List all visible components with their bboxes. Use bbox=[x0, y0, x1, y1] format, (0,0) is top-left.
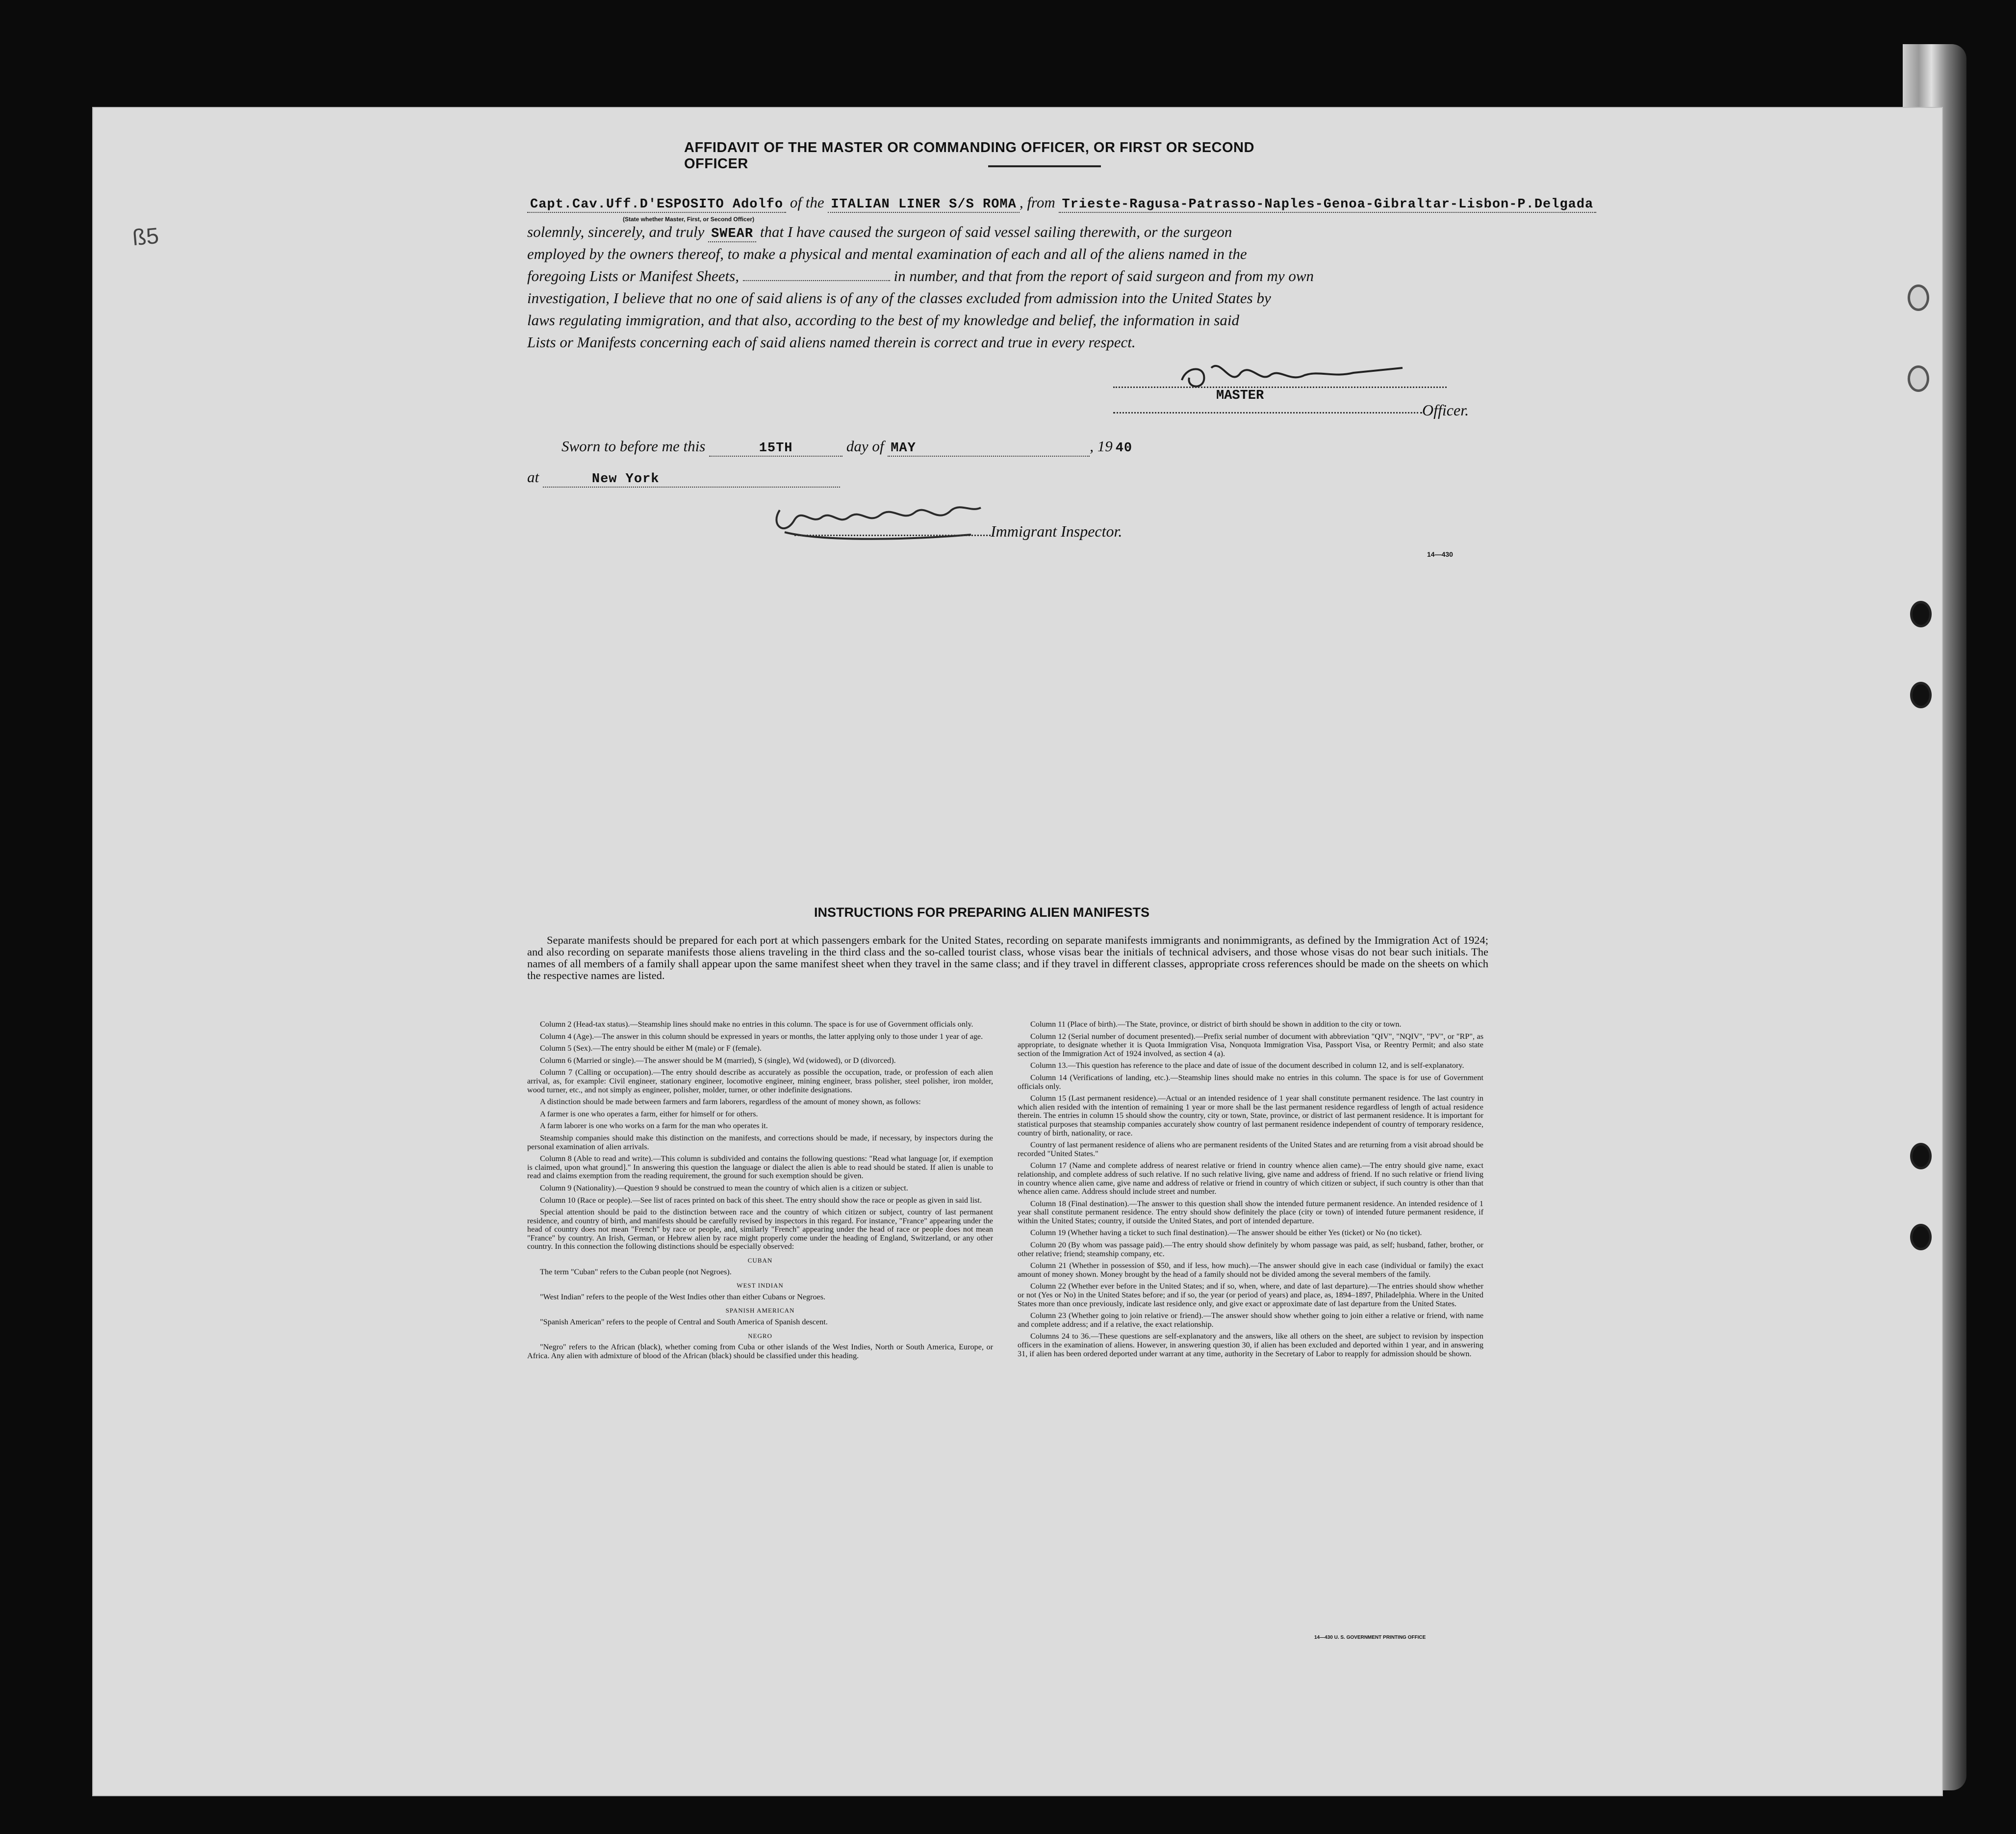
instruction-paragraph: Country of last permanent residence of aliens who are permanent residents of the United States and are returning from a visit abroad should be recorded "United States." bbox=[1018, 1140, 1483, 1158]
officer-label: Officer. bbox=[1422, 401, 1469, 419]
instruction-paragraph: Column 18 (Final destination).—The answer to this question shall show the intended future permanent residence. An intended residence of 1 year shall constitute permanent residence. The entry should show definitely the place (city or town) of intended future permanent residence, if within the United States; country, if outside the United States, and port of intended departure. bbox=[1018, 1199, 1483, 1225]
count-blank bbox=[743, 280, 890, 281]
sworn-place: New York bbox=[543, 472, 840, 488]
punch-hole bbox=[1910, 601, 1932, 627]
inspector-signature bbox=[765, 491, 991, 553]
place-line bbox=[527, 468, 1753, 488]
heading-west-indian: WEST INDIAN bbox=[737, 1282, 784, 1290]
instruction-paragraph: "Spanish American" refers to the people of Central and South America of Spanish descent. bbox=[540, 1317, 828, 1327]
master-signature-line bbox=[1113, 387, 1447, 388]
instruction-paragraph: A farmer is one who operates a farm, either for himself or for others. bbox=[540, 1109, 758, 1118]
instruction-paragraph: Column 22 (Whether ever before in the United States; and if so, when, where, and date of last departure).—The entries should show whether or not (Yes or No) in the United States before; and if so, the year (or period of years) and place, as, 1894–1897, Philadelphia. Where in the United States more than once previously, indicate last residence only, and give exact or approximate date of last departure from the United States. bbox=[1018, 1282, 1483, 1308]
line4-post: in number, and that from the report of said surgeon and from my own bbox=[893, 267, 1314, 284]
form-number: 14—430 bbox=[1427, 550, 1453, 558]
officer-name: Capt.Cav.Uff.D'ESPOSITO Adolfo bbox=[527, 197, 786, 213]
year-prefix: , 19 bbox=[1090, 438, 1113, 455]
instructions-left-column bbox=[527, 1020, 993, 1364]
instruction-paragraph: Column 19 (Whether having a ticket to such final destination).—The answer should be either Yes (ticket) or No (no ticket). bbox=[1030, 1228, 1422, 1238]
oath-value: SWEAR bbox=[708, 227, 756, 242]
from-label: , from bbox=[1019, 194, 1055, 211]
instruction-paragraph: Column 13.—This question has reference to the place and date of issue of the document described in column 12, and is self-explanatory. bbox=[1030, 1061, 1464, 1070]
sworn-line bbox=[561, 438, 1787, 457]
instruction-paragraph: Column 7 (Calling or occupation).—The entry should describe as accurately as possible the occupation, trade, or profession of each alien arrival, as, for example: Civil engineer, stationary engineer, locomotive engineer, mining engineer, brass polisher, steel polisher, iron molder, wood turner, etc., and not simply as engineer, polisher, molder, turner, or other indefinite designations. bbox=[527, 1068, 993, 1094]
instruction-paragraph: Column 11 (Place of birth).—The State, province, or district of birth should be shown in addition to the city or town. bbox=[1030, 1020, 1402, 1029]
instruction-paragraph: Steamship companies should make this distinction on the manifests, and corrections should be made, if necessary, by inspectors during the personal examination of alien arrivals. bbox=[527, 1133, 993, 1151]
instructions-intro: Separate manifests should be prepared for each port at which passengers embark for the United States, recording on separate manifests immigrants and nonimmigrants, as defined by the Immigration Act of 1924; and also recording on separate manifests those aliens traveling in the third class and the so-called tourist class, whose visas bear the initials of technical advisers, and those whose visas do not bear such initials. The names of all members of a family shall appear upon the same manifest sheet when they travel in the same class; and if they travel in different classes, appropriate cross references should be made on the sheets on which the respective names are listed. bbox=[527, 934, 1488, 982]
at-label: at bbox=[527, 468, 539, 486]
heading-cuban: CUBAN bbox=[747, 1257, 773, 1265]
instruction-paragraph: Column 15 (Last permanent residence).—Actual or an intended residence of 1 year shall constitute permanent residence. The last country in which alien resided with the intention of remaining 1 year or more shall be the last permanent residence regardless of length of actual residence therein. The entries in column 15 should show the country, city or town, State, province, or district of last permanent residence. It is important for statistical purposes that steamship companies accurately show country of last permanent residence independent of country of temporary residence, country of birth, nationality, or race. bbox=[1018, 1094, 1483, 1137]
instruction-paragraph: Column 12 (Serial number of document presented).—Prefix serial number of document with abbreviation "QIV", "NQIV", "PV", or "RP", as appropriate, to designate whether it is Quota Immigration Visa, Nonquota Immigration Visa, Passport Visa, or Reentry Permit; and also state section of the Immigration Act of 1924 involved, as section 4 (a). bbox=[1018, 1032, 1483, 1058]
instruction-paragraph: Column 5 (Sex).—The entry should be either M (male) or F (female). bbox=[540, 1044, 762, 1053]
affidavit-line-5: investigation, I believe that no one of said aliens is of any of the classes excluded from admission into the United States by bbox=[527, 289, 1271, 307]
instruction-paragraph: Column 4 (Age).—The answer in this column should be expressed in years or months, the latter applying only to those under 1 year of age. bbox=[540, 1032, 983, 1041]
signer-title: MASTER bbox=[1216, 388, 1264, 403]
heading-negro: NEGRO bbox=[748, 1332, 772, 1340]
instructions-right-column bbox=[1018, 1020, 1483, 1362]
affidavit-line-1 bbox=[527, 194, 1753, 212]
line2-pre: solemnly, sincerely, and truly bbox=[527, 223, 705, 240]
inspector-line bbox=[794, 535, 991, 536]
heading-spanish-american: SPANISH AMERICAN bbox=[725, 1307, 795, 1315]
affidavit-line-2 bbox=[527, 223, 1753, 241]
instruction-paragraph: A distinction should be made between farmers and farm laborers, regardless of the amount of money shown, as follows: bbox=[540, 1097, 921, 1107]
affidavit-line-7: Lists or Manifests concerning each of said aliens named therein is correct and true in every respect. bbox=[527, 334, 1136, 351]
margin-mark: ß5 bbox=[131, 222, 160, 251]
instruction-paragraph: Column 21 (Whether in possession of $50, and if less, how much).—The answer should give in each case (individual or family) the exact amount of money shown. Money brought by the head of a family should not be divided among the several members of the family. bbox=[1018, 1261, 1483, 1279]
instruction-paragraph: "Negro" refers to the African (black), whether coming from Cuba or other islands of the West Indies, North or South America, Europe, or Africa. Any alien with admixture of blood of the African (black) should be classified under this heading. bbox=[527, 1343, 993, 1360]
punch-hole bbox=[1908, 284, 1929, 311]
sworn-day: 15TH bbox=[709, 441, 842, 457]
instruction-paragraph: Column 8 (Able to read and write).—This column is subdivided and contains the following questions: "Read what language [or, if exemption is claimed, upon what ground]." In answering this question the language or dialect the alien is able to read should be stated. If alien is unable to read and claims exemption from the reading requirement, the ground for such exemption should be given. bbox=[527, 1154, 993, 1181]
affidavit-title: AFFIDAVIT OF THE MASTER OR COMMANDING OFFICER, OR FIRST OR SECOND OFFICER bbox=[684, 140, 1322, 172]
master-signature-icon bbox=[1177, 353, 1407, 397]
affidavit-line-3: employed by the owners thereof, to make a physical and mental examination of each and all of the aliens named in the bbox=[527, 245, 1247, 262]
sworn-year: 40 bbox=[1115, 441, 1133, 456]
punch-hole bbox=[1908, 365, 1929, 392]
instruction-paragraph: The term "Cuban" refers to the Cuban people (not Negroes). bbox=[540, 1267, 732, 1276]
punch-hole bbox=[1910, 1224, 1932, 1250]
affidavit-line-6: laws regulating immigration, and that also, according to the best of my knowledge and belief, the information in said bbox=[527, 311, 1240, 329]
sworn-label: Sworn to before me this bbox=[561, 438, 706, 455]
inspector-label: Immigrant Inspector. bbox=[991, 522, 1123, 540]
instruction-paragraph: "West Indian" refers to the people of the West Indies other than either Cubans or Negroes. bbox=[540, 1292, 826, 1301]
line4-pre: foregoing Lists or Manifest Sheets, bbox=[527, 267, 739, 284]
instruction-paragraph: Column 20 (By whom was passage paid).—The entry should show definitely by whom passage was paid, as self; husband, father, brother, or other relative; friend; steamship company, etc. bbox=[1018, 1240, 1483, 1258]
instruction-paragraph: Column 23 (Whether going to join relative or friend).—The answer should show whether going to join either a relative or friend, with name and complete address; and if a relative, the exact relationship. bbox=[1018, 1311, 1483, 1329]
master-signature bbox=[1177, 353, 1407, 406]
affidavit-line-4 bbox=[527, 267, 1753, 285]
punch-hole bbox=[1910, 682, 1932, 708]
route: Trieste-Ragusa-Patrasso-Naples-Genoa-Gibraltar-Lisbon-P.Delgada bbox=[1059, 197, 1596, 213]
sworn-month: MAY bbox=[888, 441, 1090, 457]
day-label: day of bbox=[846, 438, 884, 455]
officer-line bbox=[1113, 412, 1422, 413]
instructions-title: INSTRUCTIONS FOR PREPARING ALIEN MANIFESTS bbox=[814, 905, 1150, 920]
inspector-signature-icon bbox=[765, 491, 991, 544]
instruction-paragraph: Column 14 (Verifications of landing, etc.).—Steamship lines should make no entries in this column. The space is for use of Government officials only. bbox=[1018, 1073, 1483, 1091]
instruction-paragraph: A farm laborer is one who works on a farm for the man who operates it. bbox=[540, 1121, 768, 1131]
punch-hole bbox=[1910, 1143, 1932, 1169]
printing-office-footer: 14—430 U. S. GOVERNMENT PRINTING OFFICE bbox=[1314, 1635, 1426, 1640]
vessel-name: ITALIAN LINER S/S ROMA bbox=[828, 197, 1019, 213]
instruction-paragraph: Special attention should be paid to the distinction between race and the country of which citizen or subject, country of last permanent residence, and country of birth, and manifests should be carefully revised by inspectors in this regard. For instance, "France" appearing under the head of country does not mean "French" by race or people, and, similarly "French" appearing under the head of race or people does not mean "France" by country. An Irish, German, or Hebrew alien by race might properly come under the heading of England, Switzerland, or any other country. In this connection the following distinctions should be especially observed: bbox=[527, 1208, 993, 1251]
line2-post: that I have caused the surgeon of said vessel sailing therewith, or the surgeon bbox=[760, 223, 1232, 240]
of-the-label: of the bbox=[790, 194, 824, 211]
instruction-paragraph: Column 6 (Married or single).—The answer should be M (married), S (single), Wd (widowed), or D (divorced). bbox=[540, 1056, 896, 1065]
instruction-paragraph: Column 9 (Nationality).—Question 9 should be construed to mean the country of which alien is a citizen or subject. bbox=[540, 1183, 908, 1192]
instruction-paragraph: Column 17 (Name and complete address of nearest relative or friend in country whence alien came).—The entry should give name, exact relationship, and complete address of such relative. If no such relative living, give name and address of friend. If no such relative or friend living in country whence alien came, give name and address of relative or friend in country of which citizen or subject, if such country is other than that whence alien came. Address should include street and number. bbox=[1018, 1161, 1483, 1196]
officer-note: (State whether Master, First, or Second Officer) bbox=[623, 216, 755, 223]
instruction-paragraph: Column 2 (Head-tax status).—Steamship lines should make no entries in this column. The space is for use of Government officials only. bbox=[540, 1020, 973, 1029]
instruction-paragraph: Column 10 (Race or people).—See list of races printed on back of this sheet. The entry should show the race or people as given in said list. bbox=[540, 1195, 982, 1205]
instruction-paragraph: Columns 24 to 36.—These questions are self-explanatory and the answers, like all others on the sheet, are subject to revision by inspection officers in the examination of aliens. However, in answering question 30, if alien has been excluded and deported within 1 year, and in answering 31, if alien has been ordered deported under warrant at any time, authority in the Secretary of Labor to reapply for admission should be shown. bbox=[1018, 1332, 1483, 1358]
